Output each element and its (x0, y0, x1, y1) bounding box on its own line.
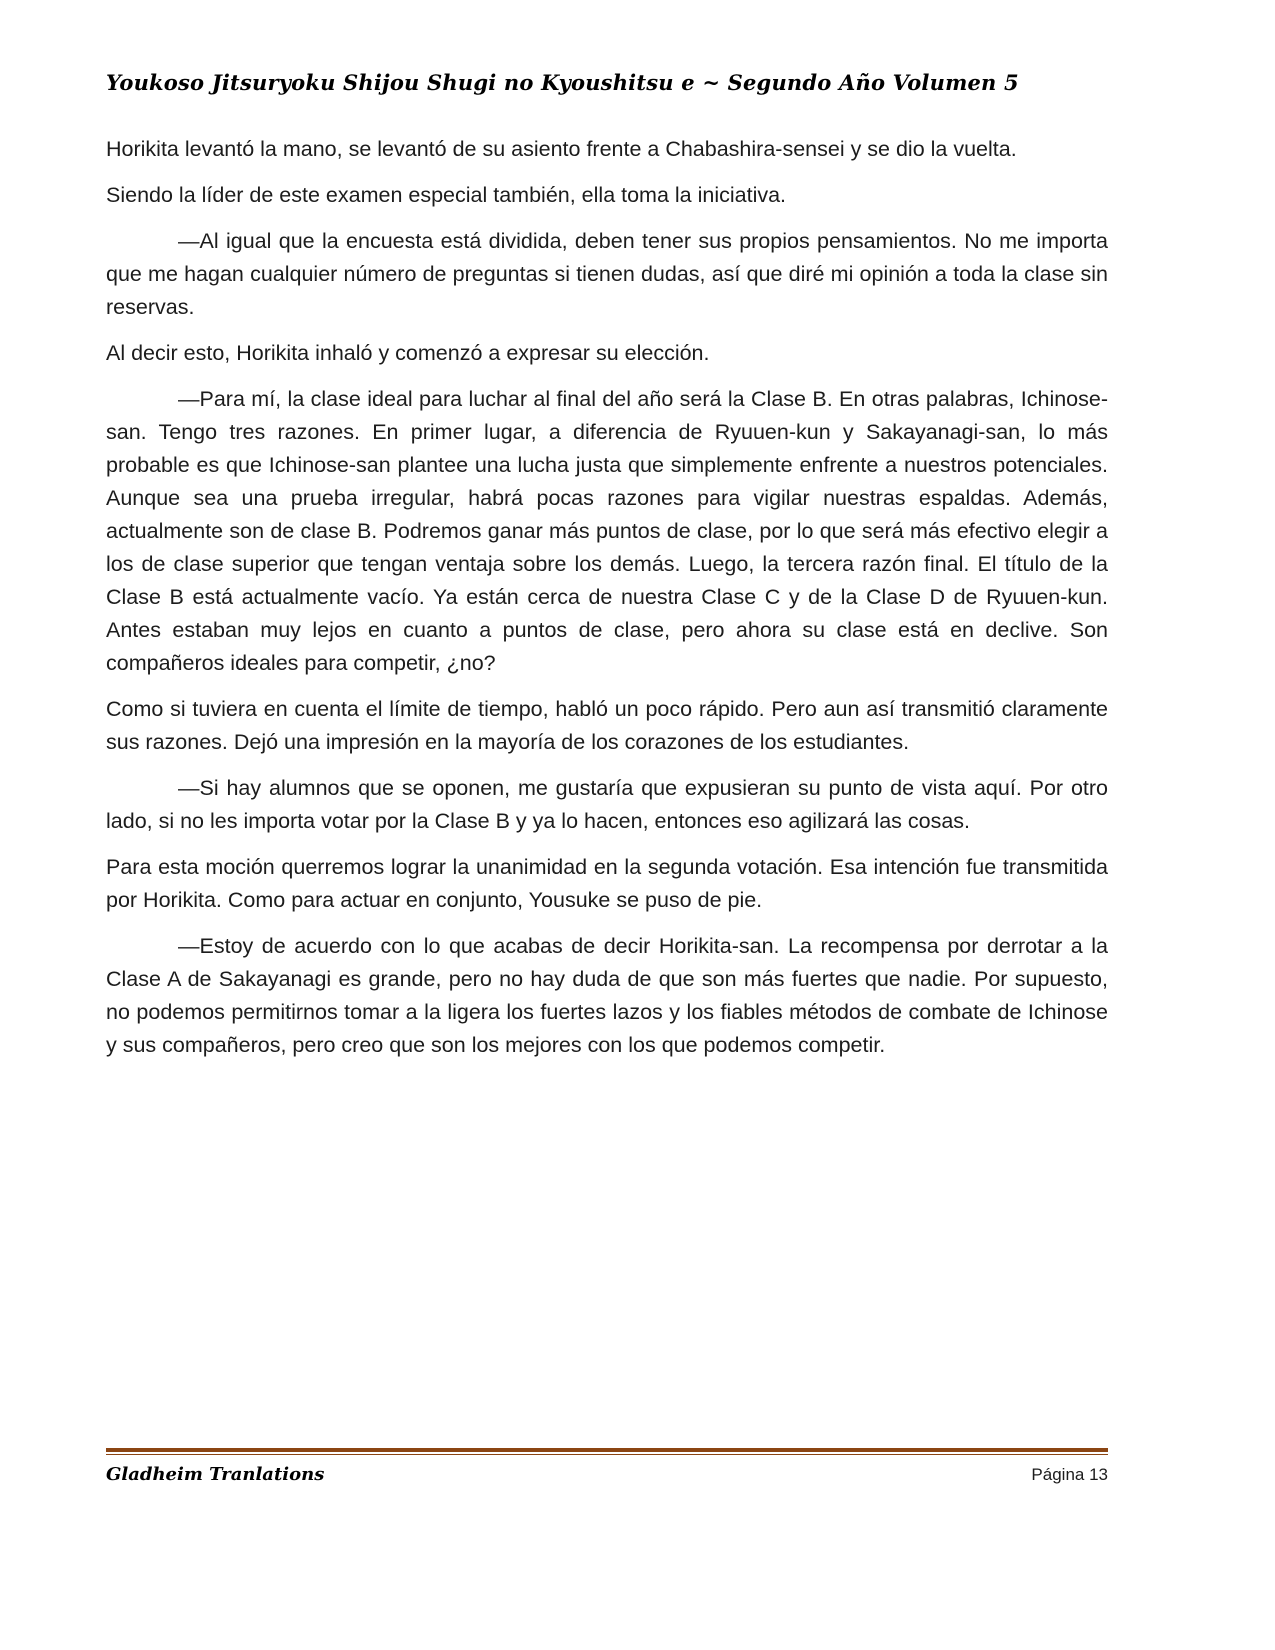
page-footer (106, 1448, 1108, 1485)
footer-divider (106, 1448, 1108, 1455)
translator-credit: Gladheim Tranlations (106, 1464, 325, 1485)
body-paragraph: —Para mí, la clase ideal para luchar al final del año será la Clase B. En otras palabras, Ichinose-san. Tengo tres razones. En primer lugar, a diferencia de Ryuuen-kun y Sakayanagi-san, lo más probable es que Ichinose-san plantee una lucha justa que simplemente enfrente a nuestros potenciales. Aunque sea una prueba irregular, habrá pocas razones para vigilar nuestras espaldas. Además, actualmente son de clase B. Podremos ganar más puntos de clase, por lo que será más efectivo elegir a los de clase superior que tengan ventaja sobre los demás. Luego, la tercera razón final. El título de la Clase B está actualmente vacío. Ya están cerca de nuestra Clase C y de la Clase D de Ryuuen-kun. Antes estaban muy lejos en cuanto a puntos de clase, pero ahora su clase está en declive. Son compañeros ideales para competir, ¿no? (106, 387, 1108, 675)
body-paragraph: Al decir esto, Horikita inhaló y comenzó a expresar su elección. (106, 341, 710, 365)
body-paragraph: Para esta moción querremos lograr la unanimidad en la segunda votación. Esa intención fue transmitida por Horikita. Como para actuar en conjunto, Yousuke se puso de pie. (106, 855, 1108, 912)
body-paragraph: Siendo la líder de este examen especial también, ella toma la iniciativa. (106, 183, 787, 207)
body-paragraph: Horikita levantó la mano, se levantó de su asiento frente a Chabashira-sensei y se dio la vuelta. (106, 137, 1017, 161)
page-content (106, 0, 1108, 1075)
footer-row (106, 1464, 1108, 1485)
page-number: Página 13 (1031, 1465, 1108, 1484)
page-header (106, 0, 1108, 133)
body-paragraph: —Si hay alumnos que se oponen, me gustaría que expusieran su punto de vista aquí. Por otro lado, si no les importa votar por la Clase B y ya lo hacen, entonces eso agilizará las cosas. (106, 776, 1108, 833)
body-paragraph: —Estoy de acuerdo con lo que acabas de decir Horikita-san. La recompensa por derrotar a la Clase A de Sakayanagi es grande, pero no hay duda de que son más fuertes que nadie. Por supuesto, no podemos permitirnos tomar a la ligera los fuertes lazos y los fiables métodos de combate de Ichinose y sus compañeros, pero creo que son los mejores con los que podemos competir. (106, 934, 1108, 1057)
document-title: Youkoso Jitsuryoku Shijou Shugi no Kyoushitsu e ~ Segundo Año Volumen 5 (106, 70, 1019, 95)
body-text (106, 133, 1108, 1062)
body-paragraph: Como si tuviera en cuenta el límite de tiempo, habló un poco rápido. Pero aun así transmitió claramente sus razones. Dejó una impresión en la mayoría de los corazones de los estudiantes. (106, 697, 1108, 754)
body-paragraph: —Al igual que la encuesta está dividida, deben tener sus propios pensamientos. No me importa que me hagan cualquier número de preguntas si tienen dudas, así que diré mi opinión a toda la clase sin reservas. (106, 229, 1108, 319)
